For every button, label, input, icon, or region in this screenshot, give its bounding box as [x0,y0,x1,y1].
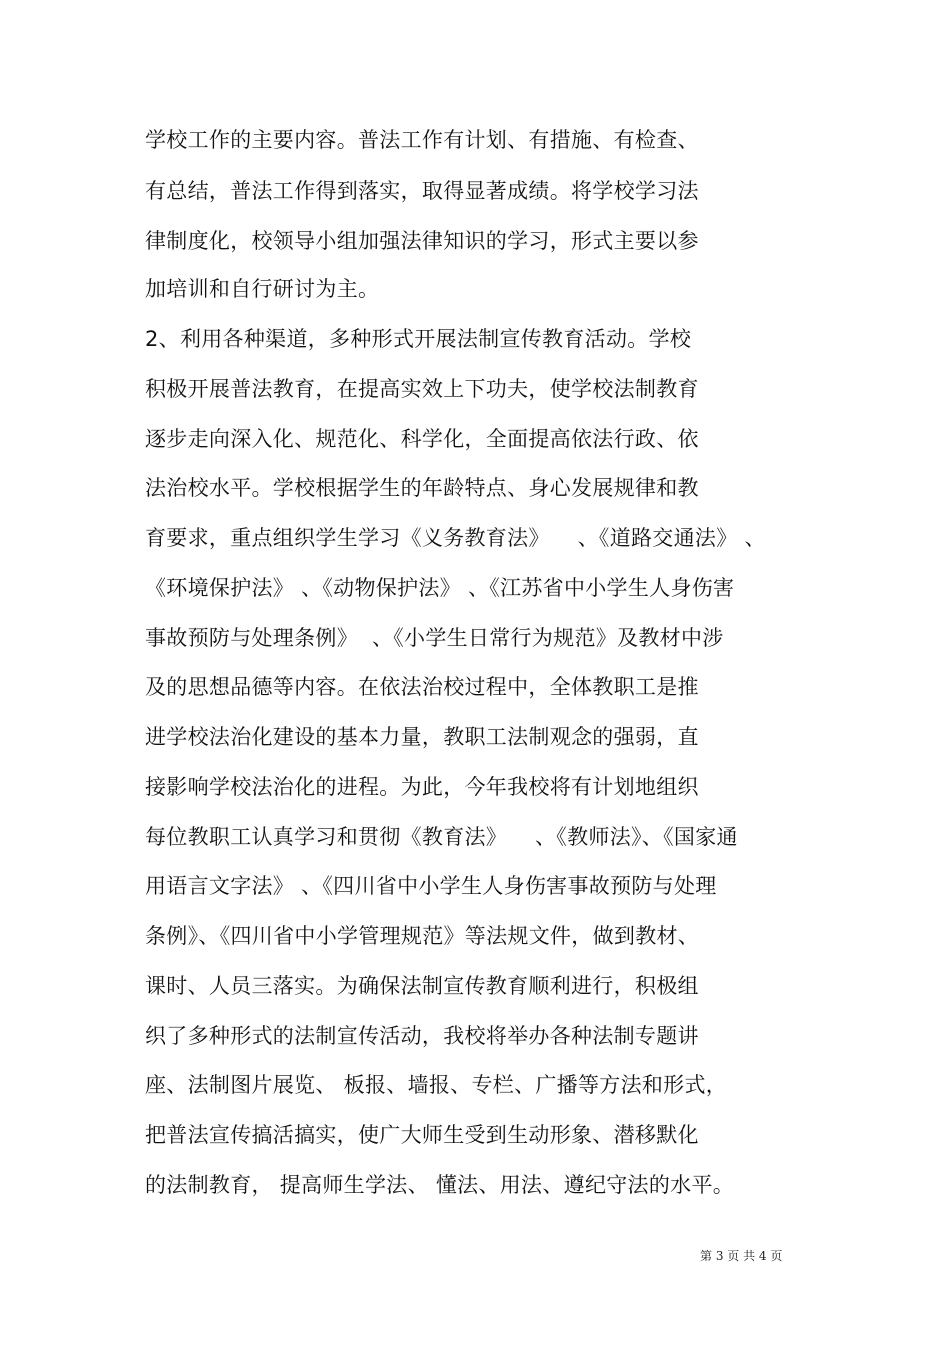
text-line: 积极开展普法教育，在提高实效上下功夫，使学校法制教育 [145,377,699,401]
text-line: 事故预防与处理条例》 、《小学生日常行为规范》及教材中涉 [145,626,724,650]
text-line: 座、法制图片展览、 板报、墙报、专栏、广播等方法和形式， [145,1073,728,1097]
text-line: 把普法宣传搞活搞实，使广大师生受到生动形象、潜移默化 [145,1123,699,1147]
text-line: 用语言文字法》 、《四川省中小学生人身伤害事故预防与处理 [145,874,717,898]
page-number: 第 3 页 共 4 页 [700,1249,783,1263]
text-line: 每位教职工认真学习和贯彻《教育法》 、《教师法》、《国家通 [145,825,738,849]
text-line: 及的思想品德等内容。在依法治校过程中，全体教职工是推 [145,675,699,699]
text-line: 接影响学校法治化的进程。为此，今年我校将有计划地组织 [145,775,699,799]
text-line: 学校工作的主要内容。普法工作有计划、有措施、有检查、 [145,128,699,152]
text-line: 课时、人员三落实。为确保法制宣传教育顺利进行，积极组 [145,974,699,998]
text-line: 2、利用各种渠道，多种形式开展法制宣传教育活动。学校 [145,327,692,351]
text-line: 法治校水平。学校根据学生的年龄特点、身心发展规律和教 [145,476,699,500]
text-line: 律制度化，校领导小组加强法律知识的学习，形式主要以参 [145,229,699,253]
text-line: 的法制教育， 提高师生学法、 懂法、用法、遵纪守法的水平。 [145,1173,735,1197]
text-line: 加培训和自行研讨为主。 [145,277,380,301]
text-line: 《环境保护法》 、《动物保护法》 、《江苏省中小学生人身伤害 [145,576,735,600]
text-line: 育要求，重点组织学生学习《义务教育法》 、《道路交通法》 、 [145,526,766,550]
text-line: 有总结，普法工作得到落实，取得显著成绩。将学校学习法 [145,179,699,203]
text-line: 条例》、《四川省中小学管理规范》等法规文件，做到教材、 [145,924,700,948]
text-line: 织了多种形式的法制宣传活动，我校将举办各种法制专题讲 [145,1024,699,1048]
text-line: 进学校法治化建设的基本力量，教职工法制观念的强弱，直 [145,725,699,749]
text-line: 逐步走向深入化、规范化、科学化，全面提高依法行政、依 [145,427,699,451]
